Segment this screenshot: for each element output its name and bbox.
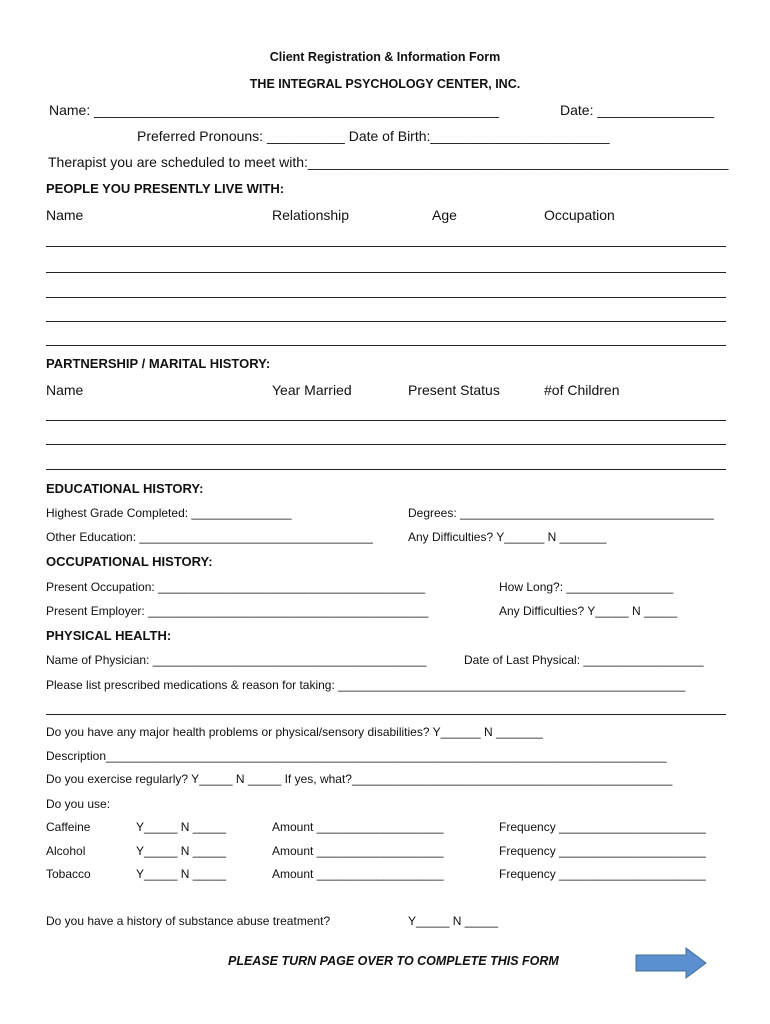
org-name: THE INTEGRAL PSYCHOLOGY CENTER, INC.: [249, 77, 521, 91]
col-relationship: Relationship: [272, 207, 350, 223]
partnership-line[interactable]: [46, 444, 726, 445]
col-name: Name: [46, 382, 84, 398]
highest-grade-field[interactable]: Highest Grade Completed: _______________: [46, 506, 292, 520]
present-employer-field[interactable]: Present Employer: __________________________________________: [46, 604, 429, 618]
how-long-field[interactable]: How Long?: ________________: [499, 580, 674, 594]
substance-name: Alcohol: [46, 844, 86, 858]
substance-amount[interactable]: Amount ___________________: [272, 820, 444, 834]
last-physical-field[interactable]: Date of Last Physical: __________________: [464, 653, 704, 667]
present-occupation-field[interactable]: Present Occupation: ________________________________________: [46, 580, 426, 594]
substance-yn[interactable]: Y_____ N _____: [136, 844, 227, 858]
live-with-line[interactable]: [46, 297, 726, 298]
substance-frequency[interactable]: Frequency ______________________: [499, 844, 706, 858]
substance-amount[interactable]: Amount ___________________: [272, 867, 444, 881]
substance-frequency[interactable]: Frequency ______________________: [499, 867, 706, 881]
substance-name: Caffeine: [46, 820, 91, 834]
pronouns-dob-field[interactable]: Preferred Pronouns: __________ Date of Birth:_______________________: [137, 128, 610, 144]
therapist-field[interactable]: Therapist you are scheduled to meet with:______________________________________________________: [48, 154, 729, 170]
partnership-line[interactable]: [46, 420, 726, 421]
live-with-heading: PEOPLE YOU PRESENTLY LIVE WITH:: [46, 181, 285, 196]
other-education-field[interactable]: Other Education: ___________________________________: [46, 530, 373, 544]
substance-name: Tobacco: [46, 867, 91, 881]
degrees-field[interactable]: Degrees: ______________________________________: [408, 506, 714, 520]
health-problems-field[interactable]: Do you have any major health problems or physical/sensory disabilities? Y______ N _______: [46, 725, 543, 739]
occupation-difficulties-field[interactable]: Any Difficulties? Y_____ N _____: [499, 604, 678, 618]
arrow-right-icon: [634, 947, 708, 979]
do-you-use-label: Do you use:: [46, 797, 111, 811]
partnership-line[interactable]: [46, 469, 726, 470]
description-field[interactable]: Description____________________________________________________________________________________: [46, 749, 667, 763]
live-with-line[interactable]: [46, 345, 726, 346]
substance-yn[interactable]: Y_____ N _____: [136, 820, 227, 834]
substance-yn[interactable]: Y_____ N _____: [136, 867, 227, 881]
form-title: Client Registration & Information Form: [269, 50, 501, 64]
partnership-heading: PARTNERSHIP / MARITAL HISTORY:: [46, 356, 271, 371]
col-year-married: Year Married: [272, 382, 352, 398]
medications-line[interactable]: [46, 714, 726, 715]
education-difficulties-field[interactable]: Any Difficulties? Y______ N _______: [408, 530, 607, 544]
col-present-status: Present Status: [408, 382, 500, 398]
physician-field[interactable]: Name of Physician: _________________________________________: [46, 653, 427, 667]
live-with-line[interactable]: [46, 272, 726, 273]
education-heading: EDUCATIONAL HISTORY:: [46, 481, 204, 496]
live-with-line[interactable]: [46, 321, 726, 322]
health-heading: PHYSICAL HEALTH:: [46, 628, 172, 643]
abuse-yn-field[interactable]: Y_____ N _____: [408, 914, 499, 928]
turn-page-note: PLEASE TURN PAGE OVER TO COMPLETE THIS FORM: [228, 954, 559, 968]
occupation-heading: OCCUPATIONAL HISTORY:: [46, 554, 213, 569]
substance-amount[interactable]: Amount ___________________: [272, 844, 444, 858]
col-name: Name: [46, 207, 84, 223]
col-occupation: Occupation: [544, 207, 615, 223]
live-with-line[interactable]: [46, 246, 726, 247]
col-children: #of Children: [544, 382, 620, 398]
name-field[interactable]: Name: ____________________________________________________: [49, 102, 500, 118]
substance-frequency[interactable]: Frequency ______________________: [499, 820, 706, 834]
exercise-field[interactable]: Do you exercise regularly? Y_____ N _____ If yes, what?________________________________________________: [46, 772, 673, 786]
abuse-question: Do you have a history of substance abuse treatment?: [46, 914, 331, 928]
medications-field[interactable]: Please list prescribed medications & reason for taking: ____________________________________________________: [46, 678, 686, 692]
col-age: Age: [432, 207, 457, 223]
date-field[interactable]: Date: _______________: [560, 102, 715, 118]
